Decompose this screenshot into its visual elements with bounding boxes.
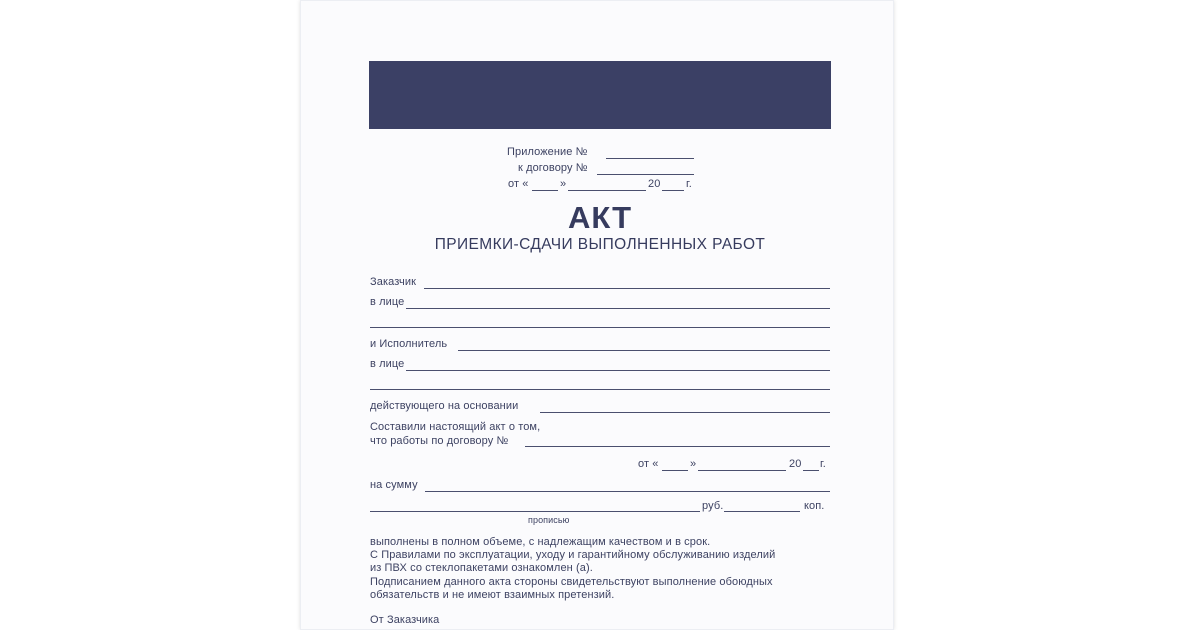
date-row-mid: »: [690, 458, 697, 470]
date-day-line[interactable]: [532, 190, 558, 191]
rub-label: руб.: [702, 500, 724, 512]
sum-words-line[interactable]: [370, 511, 700, 512]
customer-label: Заказчик: [370, 276, 416, 288]
contractor-label: и Исполнитель: [370, 338, 448, 350]
header-banner: [369, 61, 831, 129]
date-prefix: от «: [508, 178, 529, 190]
acting-basis-label: действующего на основании: [370, 400, 519, 412]
date-row-year: 20: [789, 458, 802, 470]
body-paragraph-1: выполнены в полном объеме, с надлежащим качеством и в срок.: [370, 536, 711, 548]
contractor-representative-line-2[interactable]: [370, 389, 830, 390]
represented-by-label-1: в лице: [370, 296, 405, 308]
customer-representative-line[interactable]: [406, 308, 830, 309]
year-line[interactable]: [662, 190, 684, 191]
contractor-line[interactable]: [458, 350, 830, 351]
contract-number-field[interactable]: [525, 446, 830, 447]
customer-line[interactable]: [424, 288, 830, 289]
appendix-number-line[interactable]: [606, 158, 694, 159]
contractor-representative-line[interactable]: [406, 370, 830, 371]
in-words-caption: прописью: [528, 515, 570, 525]
contract-label: к договору №: [518, 162, 588, 174]
from-customer-label: От Заказчика: [370, 614, 440, 626]
document-subtitle: ПРИЕМКИ-СДАЧИ ВЫПОЛНЕННЫХ РАБОТ: [434, 236, 766, 253]
appendix-label: Приложение №: [507, 146, 588, 158]
date-row-prefix: от «: [638, 458, 659, 470]
rub-line[interactable]: [724, 511, 800, 512]
date-row-suffix: г.: [820, 458, 826, 470]
body-paragraph-2a: С Правилами по эксплуатации, уходу и гарантийному обслуживанию изделий: [370, 549, 776, 561]
body-paragraph-3a: Подписанием данного акта стороны свидетельствуют выполнение обоюдных: [370, 576, 773, 588]
act-text-line2: что работы по договору №: [370, 435, 509, 447]
body-paragraph-2b: из ПВХ со стеклопакетами ознакомлен (а).: [370, 562, 593, 574]
sum-line[interactable]: [425, 491, 830, 492]
represented-by-label-2: в лице: [370, 358, 405, 370]
date-month-line[interactable]: [568, 190, 646, 191]
year-suffix: г.: [686, 178, 692, 190]
year-prefix: 20: [648, 178, 661, 190]
kop-label: коп.: [804, 500, 825, 512]
date-row-month-line[interactable]: [698, 470, 786, 471]
contract-number-line[interactable]: [597, 174, 694, 175]
customer-representative-line-2[interactable]: [370, 327, 830, 328]
document-title: АКТ: [567, 200, 633, 235]
act-text-line1: Составили настоящий акт о том,: [370, 421, 541, 433]
body-paragraph-3b: обязательств и не имеют взаимных претензий.: [370, 589, 615, 601]
sum-label: на сумму: [370, 479, 418, 491]
date-mid: »: [560, 178, 567, 190]
date-row-day-line[interactable]: [662, 470, 688, 471]
acting-basis-line[interactable]: [540, 412, 830, 413]
date-row-year-line[interactable]: [803, 470, 819, 471]
